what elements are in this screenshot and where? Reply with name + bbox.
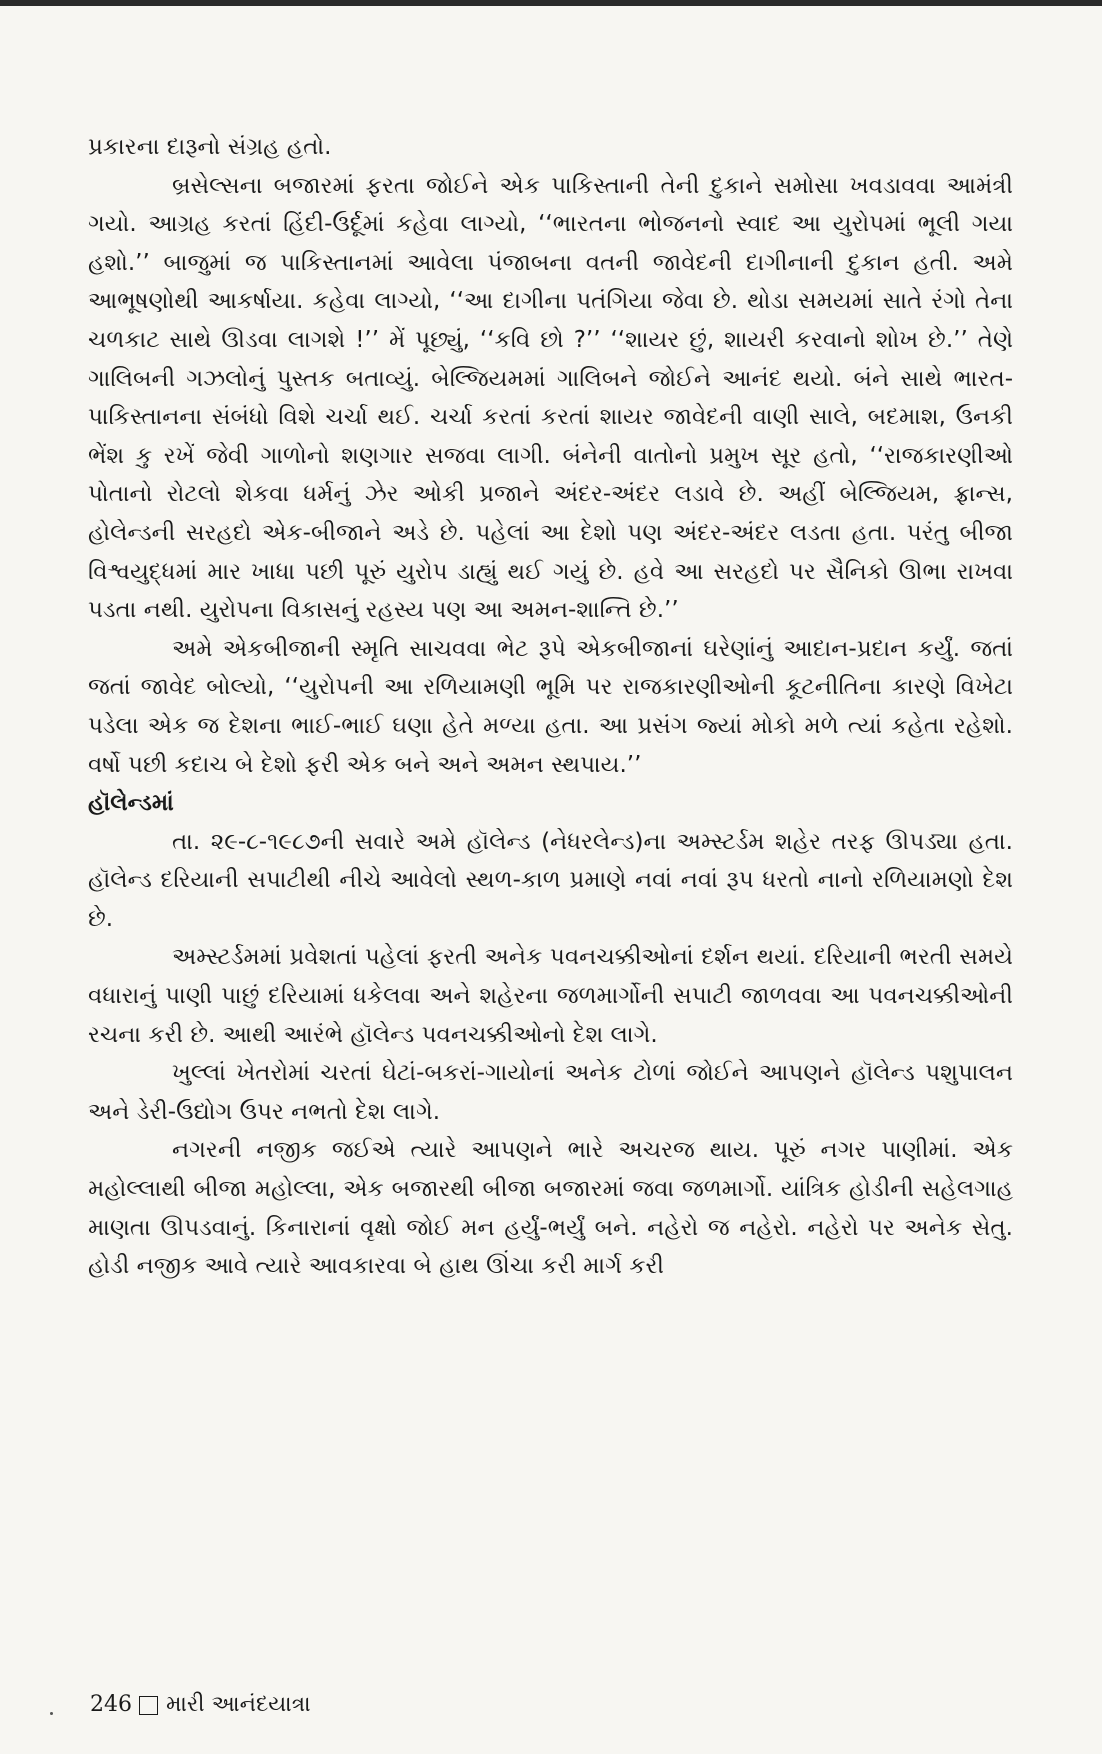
section-heading-holland: હૉલેન્ડમાં xyxy=(88,790,174,817)
page-top-edge xyxy=(0,0,1102,6)
paragraph-gift-exchange: અમે એકબીજાની સ્મૃતિ સાચવવા ભેટ રૂપે એકબીજાનાં ઘરેણાંનું આદાન-પ્રદાન કર્યું. જતાં જતાં જાવેદ બોલ્યો, ‘‘યુરોપની આ રળિયામણી ભૂમિ પર રાજકારણીઓની કૂટનીતિના કારણે વિખેટા પડેલા એક જ દેશના ભાઈ-ભાઈ ઘણા હેતે મળ્યા હતા. આ પ્રસંગ જ્યાં મોકો મળે ત્યાં કહેતા રહેશો. વર્ષો પછી કદાચ બે દેશો ફરી એક બને અને અમન સ્થપાય.’’ xyxy=(88,635,1013,778)
paragraph-intro: પ્રકારના દારૂનો સંગ્રહ હતો. xyxy=(88,134,332,160)
square-separator-icon xyxy=(139,1696,158,1715)
paragraph-windmills: અમ્સ્ટર્ડમમાં પ્રવેશતાં પહેલાં ફરતી અનેક પવનચક્કીઓનાં દર્શન થયાં. દરિયાની ભરતી સમયે વધારાનું પાણી પાછું દરિયામાં ધકેલવા અને શહેરના જળમાર્ગોની સપાટી જાળવવા આ પવનચક્કીઓની રચના કરી છે. આથી આરંભે હૉલેન્ડ પવનચક્કીઓનો દેશ લાગે. xyxy=(88,944,1013,1048)
page-footer xyxy=(90,1690,311,1720)
paragraph-farmland: ખુલ્લાં ખેતરોમાં ચરતાં ઘેટાં-બકરાં-ગાયોનાં અનેક ટોળાં જોઈને આપણને હૉલેન્ડ પશુપાલન અને ડેરી-ઉદ્યોગ ઉપર નભતો દેશ લાગે. xyxy=(88,1060,1013,1125)
page-body xyxy=(88,128,1013,1286)
margin-mark xyxy=(50,1712,53,1715)
book-title: મારી આનંદયાત્રા xyxy=(166,1692,311,1717)
paragraph-canals: નગરની નજીક જઈએ ત્યારે આપણને ભારે અચરજ થાય. પૂરું નગર પાણીમાં. એક મહોલ્લાથી બીજા મહોલ્લા, એક બજારથી બીજા બજારમાં જવા જળમાર્ગો. યાંત્રિક હોડીની સહેલગાહ માણતા ઊપડવાનું. કિનારાનાં વૃક્ષો જોઈ મન હર્યું-ભર્યું બને. નહેરો જ નહેરો. નહેરો પર અનેક સેતુ. હોડી નજીક આવે ત્યારે આવકારવા બે હાથ ઊંચા કરી માર્ગ કરી xyxy=(88,1137,1013,1280)
page-number: 246 xyxy=(90,1692,132,1717)
paragraph-brussels: બ્રસેલ્સના બજારમાં ફરતા જોઈને એક પાકિસ્તાની તેની દુકાને સમોસા ખવડાવવા આમંત્રી ગયો. આગ્રહ કરતાં હિંદી-ઉર્દૂમાં કહેવા લાગ્યો, ‘‘ભારતના ભોજનનો સ્વાદ આ યુરોપમાં ભૂલી ગયા હશો.’’ બાજુમાં જ પાકિસ્તાનમાં આવેલા પંજાબના વતની જાવેદની દાગીનાની દુકાન હતી. અમે આભૂષણોથી આકર્ષાયા. કહેવા લાગ્યો, ‘‘આ દાગીના પતંગિયા જેવા છે. થોડા સમયમાં સાતે રંગો તેના ચળકાટ સાથે ઊડવા લાગશે !’’ મેં પૂછ્યું, ‘‘કવિ છો ?’’ ‘‘શાયર છું, શાયરી કરવાનો શોખ છે.’’ તેણે ગાલિબની ગઝલોનું પુસ્તક બતાવ્યું. બેલ્જિયમમાં ગાલિબને જોઈને આનંદ થયો. બંને સાથે ભારત-પાકિસ્તાનના સંબંધો વિશે ચર્ચા થઈ. ચર્ચા કરતાં કરતાં શાયર જાવેદની વાણી સાલે, બદમાશ, ઉનકી ભેંશ કુ રખેં જેવી ગાળોનો શણગાર સજવા લાગી. બંનેની વાતોનો પ્રમુખ સૂર હતો, ‘‘રાજકારણીઓ પોતાનો રોટલો શેકવા ધર્મનું ઝેર ઓકી પ્રજાને અંદર-અંદર લડાવે છે. અહીં બેલ્જિયમ, ફ્રાન્સ, હોલેન્ડની સરહદો એક-બીજાને અડે છે. પહેલાં આ દેશો પણ અંદર-અંદર લડતા હતા. પરંતુ બીજા વિશ્વયુદ્ધમાં માર ખાધા પછી પૂરું યુરોપ ડાહ્યું થઈ ગયું છે. હવે આ સરહદો પર સૈનિકો ઊભા રાખવા પડતા નથી. યુરોપના વિકાસનું રહસ્ય પણ આ અમન-શાન્તિ છે.’’ xyxy=(88,172,1014,624)
paragraph-amsterdam-arrival: તા. ૨૯-૮-૧૯૮૭ની સવારે અમે હૉલેન્ડ (નેધરલેન્ડ)ના અમ્સ્ટર્ડમ શહેર તરફ ઊપડ્યા હતા. હૉલેન્ડ દરિયાની સપાટીથી નીચે આવેલો સ્થળ-કાળ પ્રમાણે નવાં નવાં રૂપ ધરતો નાનો રળિયામણો દેશ છે. xyxy=(88,828,1013,932)
